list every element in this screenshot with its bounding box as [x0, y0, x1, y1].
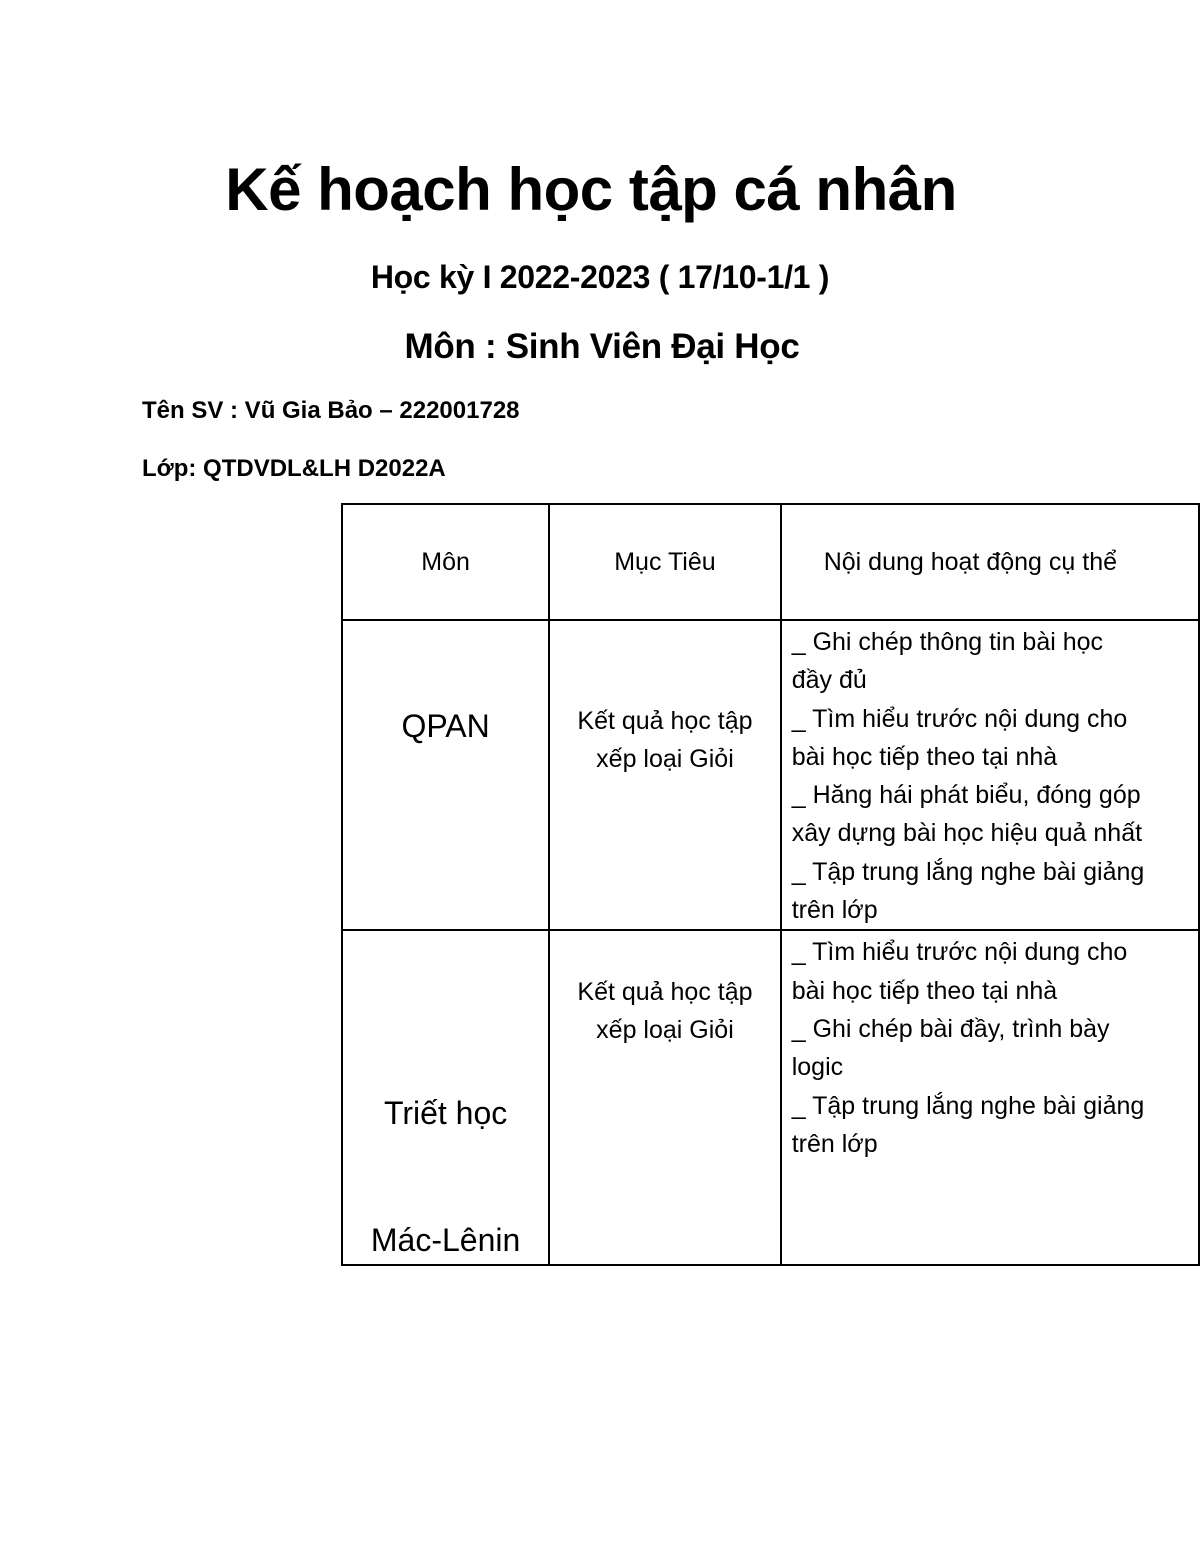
content-cell: [781, 930, 1199, 1265]
content-cell: [781, 620, 1199, 930]
table-row: [342, 930, 1199, 1265]
subject-cell: [342, 930, 549, 1265]
goal-line: Kết quả học tập: [577, 707, 753, 735]
subject-name: QPAN: [401, 708, 490, 744]
goal-line: Kết quả học tập: [577, 978, 753, 1007]
subject-name-line: Mác-Lênin: [370, 1222, 521, 1259]
content-line: bài học tiếp theo tại nhà: [791, 742, 1058, 771]
content-line: logic: [791, 1053, 844, 1082]
class-info: Lớp: QTDVDL&LH D2022A: [142, 455, 446, 482]
semester-line: Học kỳ I 2022-2023 ( 17/10-1/1 ): [370, 259, 830, 295]
content-line: _ Tìm hiểu trước nội dung cho: [791, 704, 1128, 733]
subject-name-line: Triết học: [383, 1095, 508, 1132]
header-goal: Mục Tiêu: [549, 504, 781, 620]
table-row: [342, 620, 1199, 930]
subject-cell: [342, 620, 549, 930]
goal-cell: [549, 620, 781, 930]
goal-line: xếp loại Giỏi: [596, 745, 734, 773]
content-line: _ Tập trung lắng nghe bài giảng: [791, 857, 1145, 886]
course-line: Môn : Sinh Viên Đại Học: [404, 327, 800, 366]
table-header-row: [342, 504, 1199, 620]
header-content: Nội dung hoạt động cụ thể: [781, 504, 1199, 620]
goal-cell: [549, 930, 781, 1265]
content-line: _ Tập trung lắng nghe bài giảng: [791, 1091, 1145, 1120]
student-info: Tên SV : Vũ Gia Bảo – 222001728: [142, 397, 520, 424]
content-line: trên lớp: [791, 896, 878, 925]
content-line: trên lớp: [791, 1129, 878, 1158]
header-subject: Môn: [342, 504, 549, 620]
content-line: xây dựng bài học hiệu quả nhất: [791, 819, 1143, 848]
content-line: _ Tìm hiểu trước nội dung cho: [791, 938, 1128, 967]
study-plan-table: [341, 503, 1200, 1266]
document-title: Kế hoạch học tập cá nhân: [225, 156, 957, 223]
content-line: bài học tiếp theo tại nhà: [791, 976, 1058, 1005]
content-line: _ Ghi chép bài đầy, trình bày: [791, 1014, 1110, 1043]
content-line: _ Ghi chép thông tin bài học: [791, 628, 1104, 656]
content-line: _ Hăng hái phát biểu, đóng góp: [791, 781, 1141, 810]
content-line: đầy đủ: [791, 666, 867, 695]
goal-line: xếp loại Giỏi: [596, 1016, 734, 1045]
